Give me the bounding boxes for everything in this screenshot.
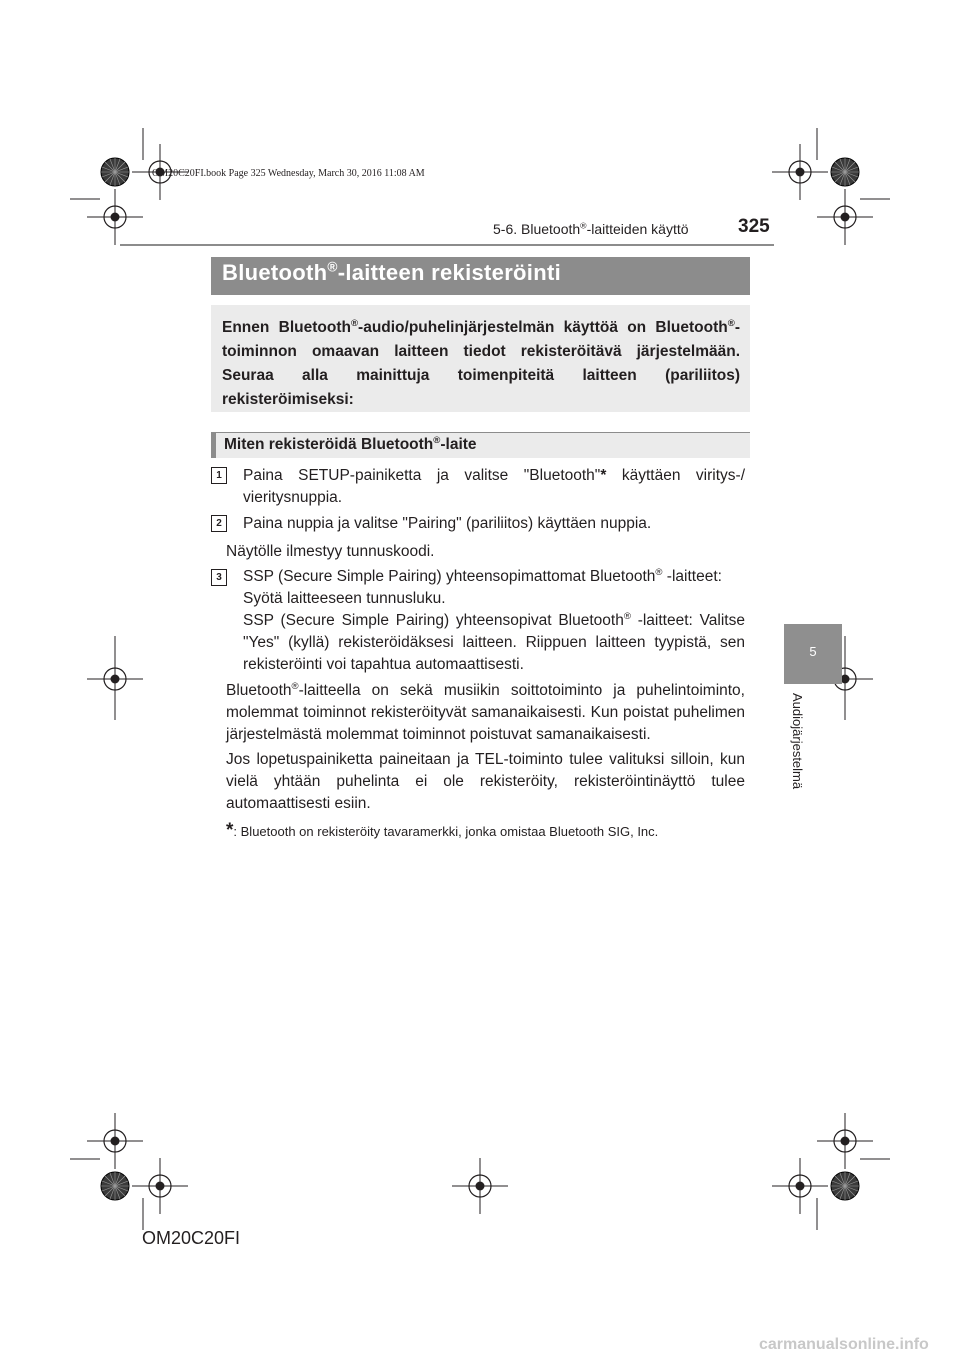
step-2-note: Näytölle ilmestyy tunnuskoodi. [226,543,435,560]
footnote: *: Bluetooth on rekisteröity tavaramerkki, jonka omistaa Bluetooth SIG, Inc. [226,820,659,841]
print-info-line: OM20C20FI.book Page 325 Wednesday, March 30, 2016 11:08 AM [152,168,425,179]
subheading-accent [211,432,216,458]
page-number: 325 [738,216,770,237]
subheading: Miten rekisteröidä Bluetooth®-laite [224,434,477,453]
chapter-number: 5 [809,644,817,659]
watermark: carmanualsonline.info [759,1336,929,1353]
step-1-text: Paina SETUP-painiketta ja valitse "Bluetooth"* käyttäen viritys-/ vieritysnuppia. [243,467,746,506]
subheading-top-rule [211,432,750,433]
paragraph-tel: Jos lopetuspainiketta paineitaan ja TEL-toiminto tulee valituksi silloin, kun vielä yhtään puhelinta ei ole rekisteröity, rekisteröintinäyttö tulee automaattisesti esiin. [226,751,745,812]
chapter-label: Audiojärjestelmä [790,693,805,790]
step-2-text: Paina nuppia ja valitse "Pairing" (pariliitos) käyttäen nuppia. [243,515,652,532]
paragraph-bluetooth: Bluetooth®-laitteella on sekä musiikin soittotoiminto ja puhelintoiminto, molemmat toiminnot rekisteröityvät samanaikaisesti. Kun poistat puhelimen järjestelmästä molemmat toiminnot poistuvat samanaikaisesti. [226,680,745,743]
section-title: Bluetooth®-laitteen rekisteröinti [222,259,561,285]
section-header: 5-6. Bluetooth®-laitteiden käyttö [493,220,689,237]
manual-code: OM20C20FI [142,1228,241,1248]
step-number-3: 3 [211,569,227,586]
step-3-text: SSP (Secure Simple Pairing) yhteensopimattomat Bluetooth® -laitteet: Syötä laitteeseen tunnusluku. SSP (Secure Simple Pairing) yhteensopivat Bluetooth® -laitteet: Valitse "Yes" (kyllä) rekisteröidäksesi laitteen. Riippuen laitteen tyypistä, sen rekisteröinti voi tapahtua automaattisesti. [243,566,745,673]
step-number-1: 1 [211,467,227,484]
intro-text: Ennen Bluetooth®-audio/puhelinjärjestelmän käyttöä on Bluetooth®-toiminnon omaavan laitteen tiedot rekisteröitävä järjestelmään. Seuraa alla mainittuja toimenpiteitä laitteen (pariliitos) rekisteröimiseksi: [222,317,740,408]
step-number-2: 2 [211,515,227,532]
header-rule [120,244,774,246]
